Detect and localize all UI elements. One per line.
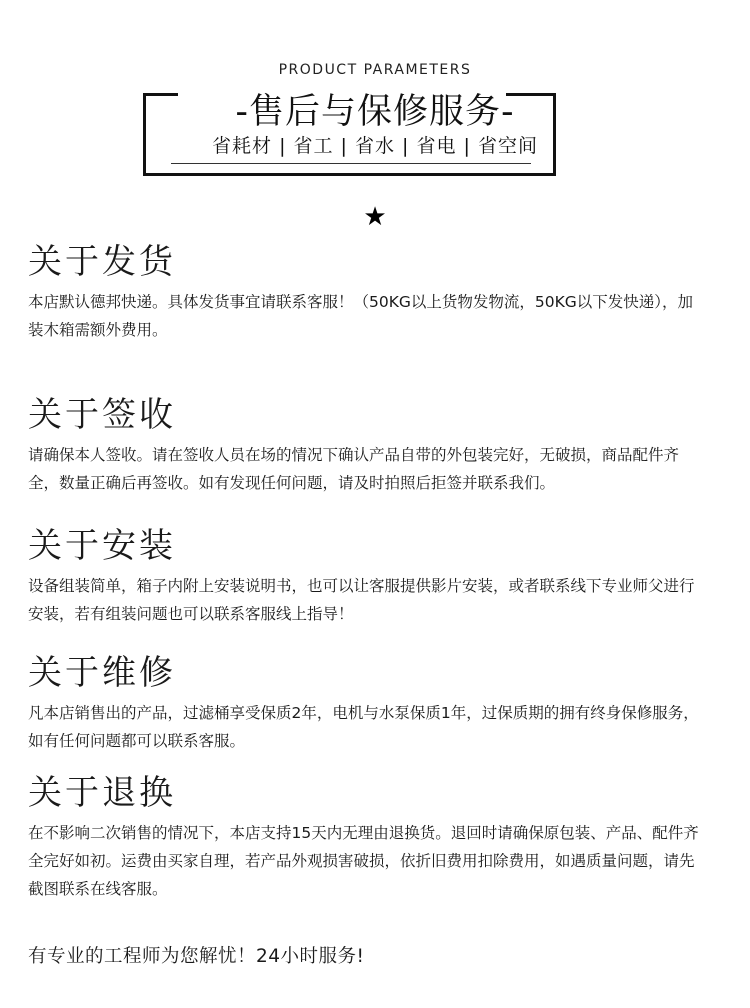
subtitle-rule xyxy=(171,163,531,164)
section-signing xyxy=(28,393,708,497)
section-title: 关于发货 xyxy=(28,242,176,282)
section-returns xyxy=(28,771,708,903)
section-title: 关于签收 xyxy=(28,395,176,435)
section-body: 在不影响二次销售的情况下，本店支持15天内无理由退换货。退回时请确保原包装、产品、配件齐全完好如初。运费由买家自理，若产品外观损害破损，依折旧费用扣除费用，如遇质量问题，请先截图联系在线客服。 xyxy=(28,824,699,898)
section-title: 关于维修 xyxy=(28,653,176,693)
page-title: -售后与保修服务- xyxy=(235,92,515,132)
subtitle: 省耗材 | 省工 | 省水 | 省电 | 省空间 xyxy=(212,135,538,157)
eyebrow-label: PRODUCT PARAMETERS xyxy=(278,62,472,78)
section-body: 设备组装简单，箱子内附上安装说明书，也可以让客服提供影片安装，或者联系线下专业师父进行安装，若有组装问题也可以联系客服线上指导！ xyxy=(28,577,695,623)
section-body: 本店默认德邦快递。具体发货事宜请联系客服！（50KG以上货物发物流，50KG以下发快递），加装木箱需额外费用。 xyxy=(28,293,694,339)
section-body: 凡本店销售出的产品，过滤桶享受保质2年，电机与水泵保质1年，过保质期的拥有终身保修服务，如有任何问题都可以联系客服。 xyxy=(28,704,699,750)
section-body: 请确保本人签收。请在签收人员在场的情况下确认产品自带的外包装完好，无破损，商品配件齐全，数量正确后再签收。如有发现任何问题，请及时拍照后拒签并联系我们。 xyxy=(28,446,680,492)
section-installation xyxy=(28,524,708,628)
section-shipping xyxy=(28,240,708,344)
section-repair xyxy=(28,651,708,755)
section-title: 关于退换 xyxy=(28,773,176,813)
star-icon: ★ xyxy=(363,202,387,232)
section-title: 关于安装 xyxy=(28,526,176,566)
footer-note: 有专业的工程师为您解忧！24小时服务! xyxy=(28,946,365,967)
